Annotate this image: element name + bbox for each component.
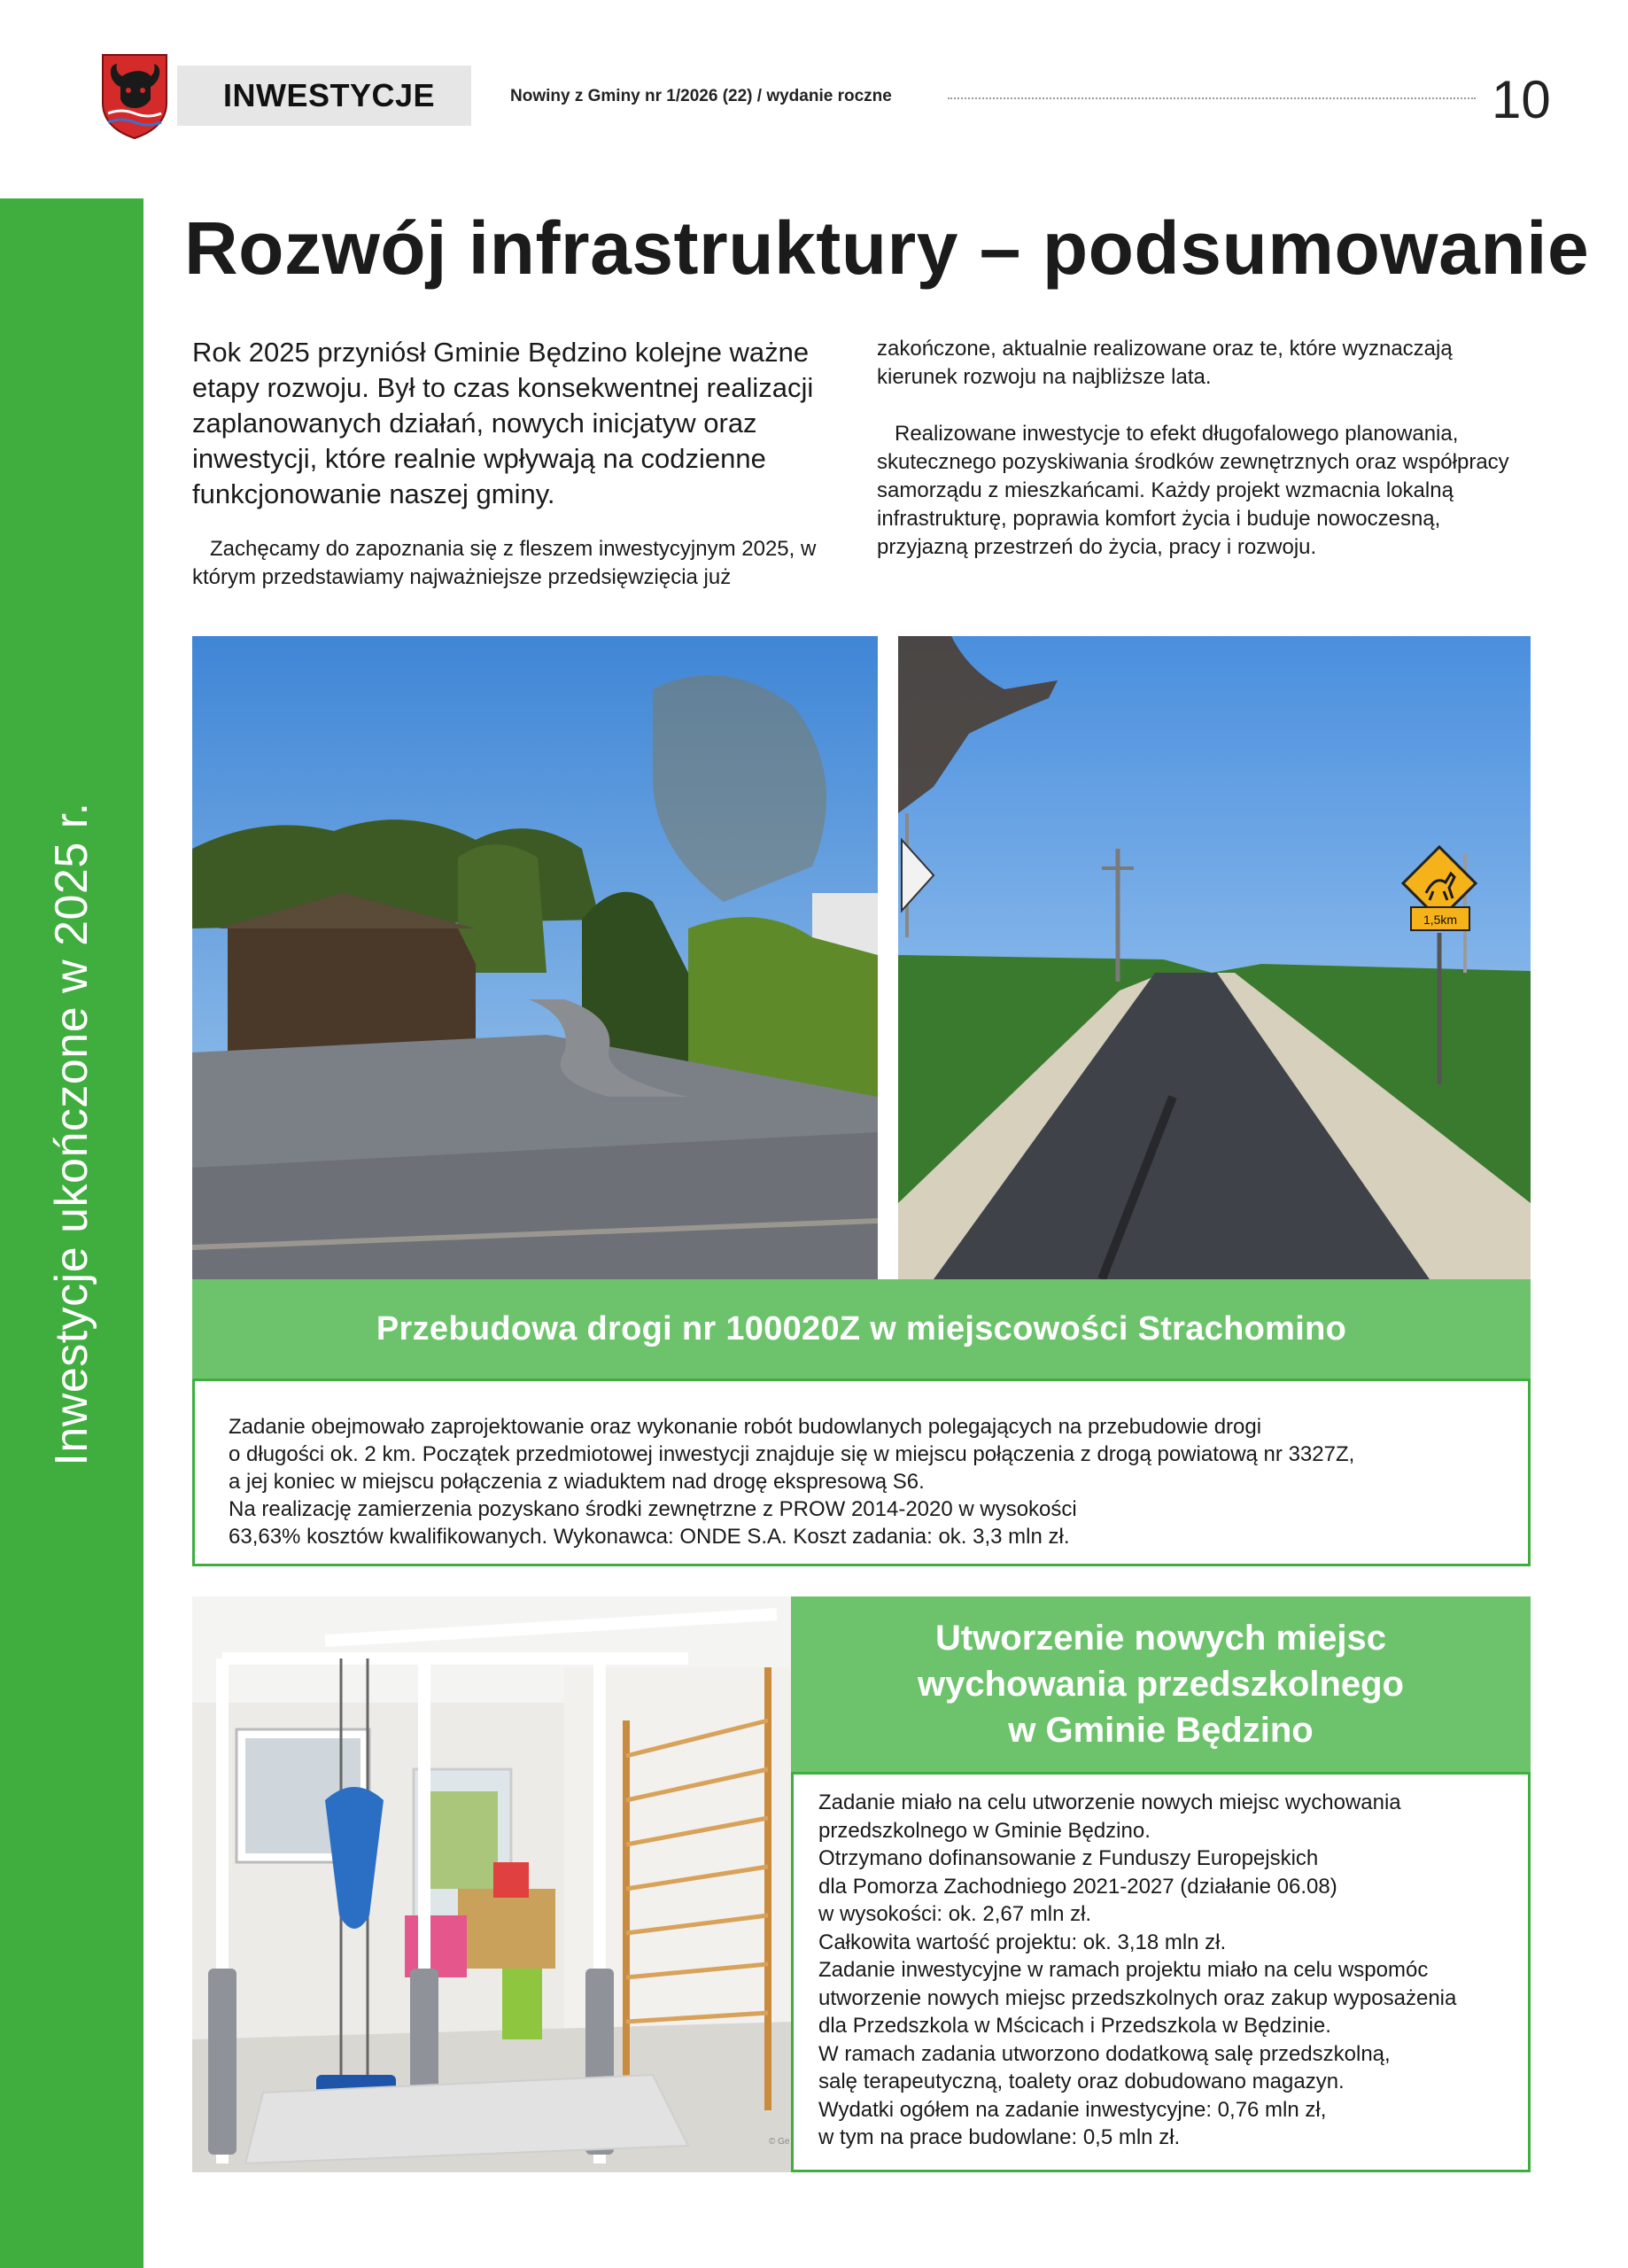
project-2-line: Otrzymano dofinansowanie z Funduszy Europejskich: [818, 1846, 1319, 1870]
page-title: Rozwój infrastruktury – podsumowanie: [184, 206, 1590, 290]
issue-info: Nowiny z Gminy nr 1/2026 (22) / wydanie roczne: [510, 87, 892, 105]
project-1-line: 63,63% kosztów kwalifikowanych. Wykonawca: ONDE S.A. Koszt zadania: ok. 3,3 mln zł.: [229, 1525, 1070, 1549]
project-2-line: w wysokości: ok. 2,67 mln zł.: [818, 1902, 1092, 1926]
project-2-title: [791, 1596, 1531, 1772]
project-1-description: [192, 1379, 1531, 1566]
project-2-line: dla Przedszkola w Mścicach i Przedszkola w Będzinie.: [818, 2014, 1331, 2038]
project-2-line: dla Pomorza Zachodniego 2021-2027 (działanie 06.08): [818, 1874, 1337, 1899]
project-2-line: Zadanie inwestycyjne w ramach projektu miało na celu wspomóc: [818, 1958, 1429, 1982]
project-2-line: przedszkolnego w Gminie Będzino.: [818, 1818, 1151, 1843]
page-number: 10: [1492, 70, 1551, 129]
intro-paragraph-continued: zakończone, aktualnie realizowane oraz te, które wyznaczają kierunek rozwoju na najbliższe lata.: [877, 337, 1453, 389]
project-2-title-line: w Gminie Będzino: [1008, 1711, 1314, 1750]
project-2-description: [791, 1772, 1531, 2172]
project-2-line: utworzenie nowych miejsc przedszkolnych oraz zakup wyposażenia: [818, 1985, 1457, 2010]
project-2-line: W ramach zadania utworzono dodatkową salę przedszkolną,: [818, 2041, 1391, 2066]
project-1-line: Na realizację zamierzenia pozyskano środki zewnętrzne z PROW 2014-2020 w wysokości: [229, 1497, 1077, 1521]
road-photo-village: [192, 636, 878, 1279]
project-2-line: w tym na prace budowlane: 0,5 mln zł.: [818, 2125, 1181, 2149]
project-1-line: Zadanie obejmowało zaprojektowanie oraz wykonanie robót budowlanych polegających na przebudowie drogi: [229, 1415, 1262, 1439]
project-2-line: Wydatki ogółem na zadanie inwestycyjne: 0,76 mln zł,: [818, 2097, 1327, 2122]
photo-credit: © Ge: [769, 2137, 790, 2147]
road-photo-fields: [898, 636, 1531, 1279]
project-1-line: a jej koniec w miejscu połączenia z wiaduktem nad drogę ekspresową S6.: [229, 1470, 925, 1494]
sidebar-text: Inwestycje ukończone w 2025 r.: [46, 802, 97, 1466]
intro-paragraph: Zachęcamy do zapoznania się z fleszem inwestycyjnym 2025, w którym przedstawiamy najważniejsze przedsięwzięcia już: [192, 537, 817, 589]
project-1-title: Przebudowa drogi nr 100020Z w miejscowości Strachomino: [192, 1279, 1531, 1379]
intro-lead: Rok 2025 przyniósł Gminie Będzino kolejne ważne etapy rozwoju. Był to czas konsekwentnej realizacji zaplanowanych działań, nowych inicjatyw oraz inwestycji, które realnie wpływają na codzienne funkcjonowanie naszej gminy.: [192, 337, 814, 509]
project-2-line: salę terapeutyczną, toalety oraz dobudowano magazyn.: [818, 2070, 1345, 2093]
project-2-title-line: Utworzenie nowych miejsc: [934, 1619, 1387, 1658]
project-2-line: Zadanie miało na celu utworzenie nowych miejsc wychowania: [818, 1790, 1401, 1814]
coat-of-arms-icon: [99, 51, 170, 140]
intro-paragraph-3: Realizowane inwestycje to efekt długofalowego planowania, skutecznego pozyskiwania środków zewnętrznych oraz współpracy samorządu z mieszkańcami. Każdy projekt wzmacnia lokalną infrastrukturę, poprawia komfort życia i buduje nowoczesną, przyjazną przestrzeń do życia, pracy i rozwoju.: [877, 422, 1509, 559]
project-2-title-line: wychowania przedszkolnego: [917, 1665, 1404, 1704]
section-label: INWESTYCJE: [177, 66, 471, 126]
project-2-line: Całkowita wartość projektu: ok. 3,18 mln zł.: [818, 1930, 1227, 1954]
header-divider: [948, 97, 1476, 99]
preschool-therapy-room-photo: [192, 1596, 791, 2172]
road-sign-distance: 1,5km: [1423, 913, 1458, 927]
project-1-line: o długości ok. 2 km. Początek przedmiotowej inwestycji znajduje się w miejscu połączenia z drogą powiatową nr 3327Z,: [229, 1442, 1355, 1466]
